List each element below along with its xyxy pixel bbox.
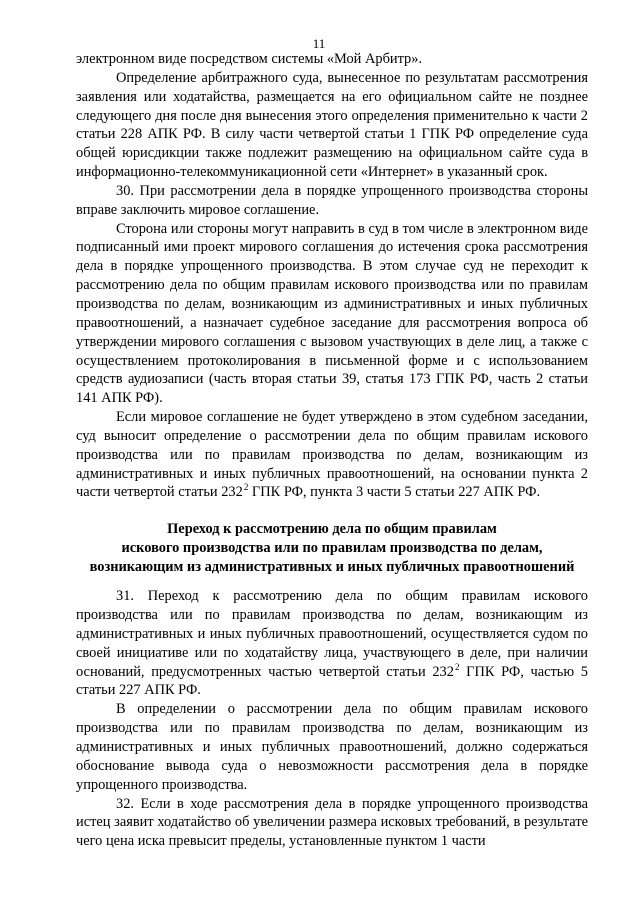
heading-line: искового производства или по правилам производства по делам,: [121, 540, 543, 557]
paragraph-continuation: электронном виде посредством системы «Мой Арбитр».: [76, 51, 423, 67]
paragraph-item-30: 30. При рассмотрении дела в порядке упрощенного производства стороны вправе заключить мировое соглашение.: [76, 182, 588, 218]
heading-line: возникающим из административных и иных публичных правоотношений: [89, 559, 575, 576]
superscript: 2: [243, 482, 249, 493]
paragraph-text: ГПК РФ, частью 5 статьи 227 АПК РФ.: [76, 663, 588, 699]
document-body: [76, 50, 588, 851]
page-number: 11: [312, 36, 326, 51]
paragraph-text: Если мировое соглашение не будет утверждено в этом судебном заседании, суд выносит определение о рассмотрении дела по общим правилам искового производства или по правилам производства по делам, возникающим из административных и иных публичных правоотношений, на основании пункта 2 части четвертой статьи 232: [76, 409, 588, 501]
superscript: 2: [454, 661, 460, 672]
paragraph: [76, 408, 588, 502]
paragraph-item-31: [76, 587, 588, 700]
heading-line: Переход к рассмотрению дела по общим правилам: [167, 521, 497, 538]
paragraph-text: 31. Переход к рассмотрению дела по общим правилам искового производства или по правилам производства по делам, возникающим из административных и иных публичных правоотношений, осуществляется судом по своей инициативе или по ходатайству лица, участвующего в деле, при наличии оснований, предусмотренных частью четвертой статьи 232: [76, 588, 588, 680]
paragraph-item-32: 32. Если в ходе рассмотрения дела в порядке упрощенного производства истец заявит ходатайство об увеличении размера исковых требований, в результате чего цена иска превысит пределы, установленные пунктом 1 части: [76, 795, 588, 850]
section-heading: [66, 520, 598, 577]
paragraph-text: ГПК РФ, пункта 3 части 5 статьи 227 АПК РФ.: [248, 484, 541, 501]
paragraph: Определение арбитражного суда, вынесенное по результатам рассмотрения заявления или ходатайства, размещается на его официальном сайте не позднее следующего дня после дня вынесения этого определения применительно к части 2 статьи 228 АПК РФ. В силу части четвертой статьи 1 ГПК РФ определение суда общей юрисдикции также подлежит размещению на официальном сайте суда в информационно-телекоммуникационной сети «Интернет» в указанный срок.: [76, 69, 588, 181]
paragraph: Сторона или стороны могут направить в суд в том числе в электронном виде подписанный ими проект мирового соглашения до истечения срока рассмотрения дела в порядке упрощенного производства. В этом случае суд не переходит к рассмотрению дела по общим правилам искового производства или по правилам производства по делам, возникающим из административных и иных публичных правоотношений, а назначает судебное заседание для рассмотрения вопроса об утверждении мирового соглашения с вызовом участвующих в деле лиц, а также с осуществлением протоколирования в письменной форме и с использованием средств аудиозаписи (часть вторая статьи 39, статья 173 ГПК РФ, часть 2 статьи 141 АПК РФ).: [76, 220, 588, 407]
paragraph: В определении о рассмотрении дела по общим правилам искового производства или по правилам производства по делам, возникающим из административных и иных публичных правоотношений, должно содержаться обоснование вывода суда о невозможности рассмотрения дела в порядке упрощенного производства.: [76, 701, 588, 793]
